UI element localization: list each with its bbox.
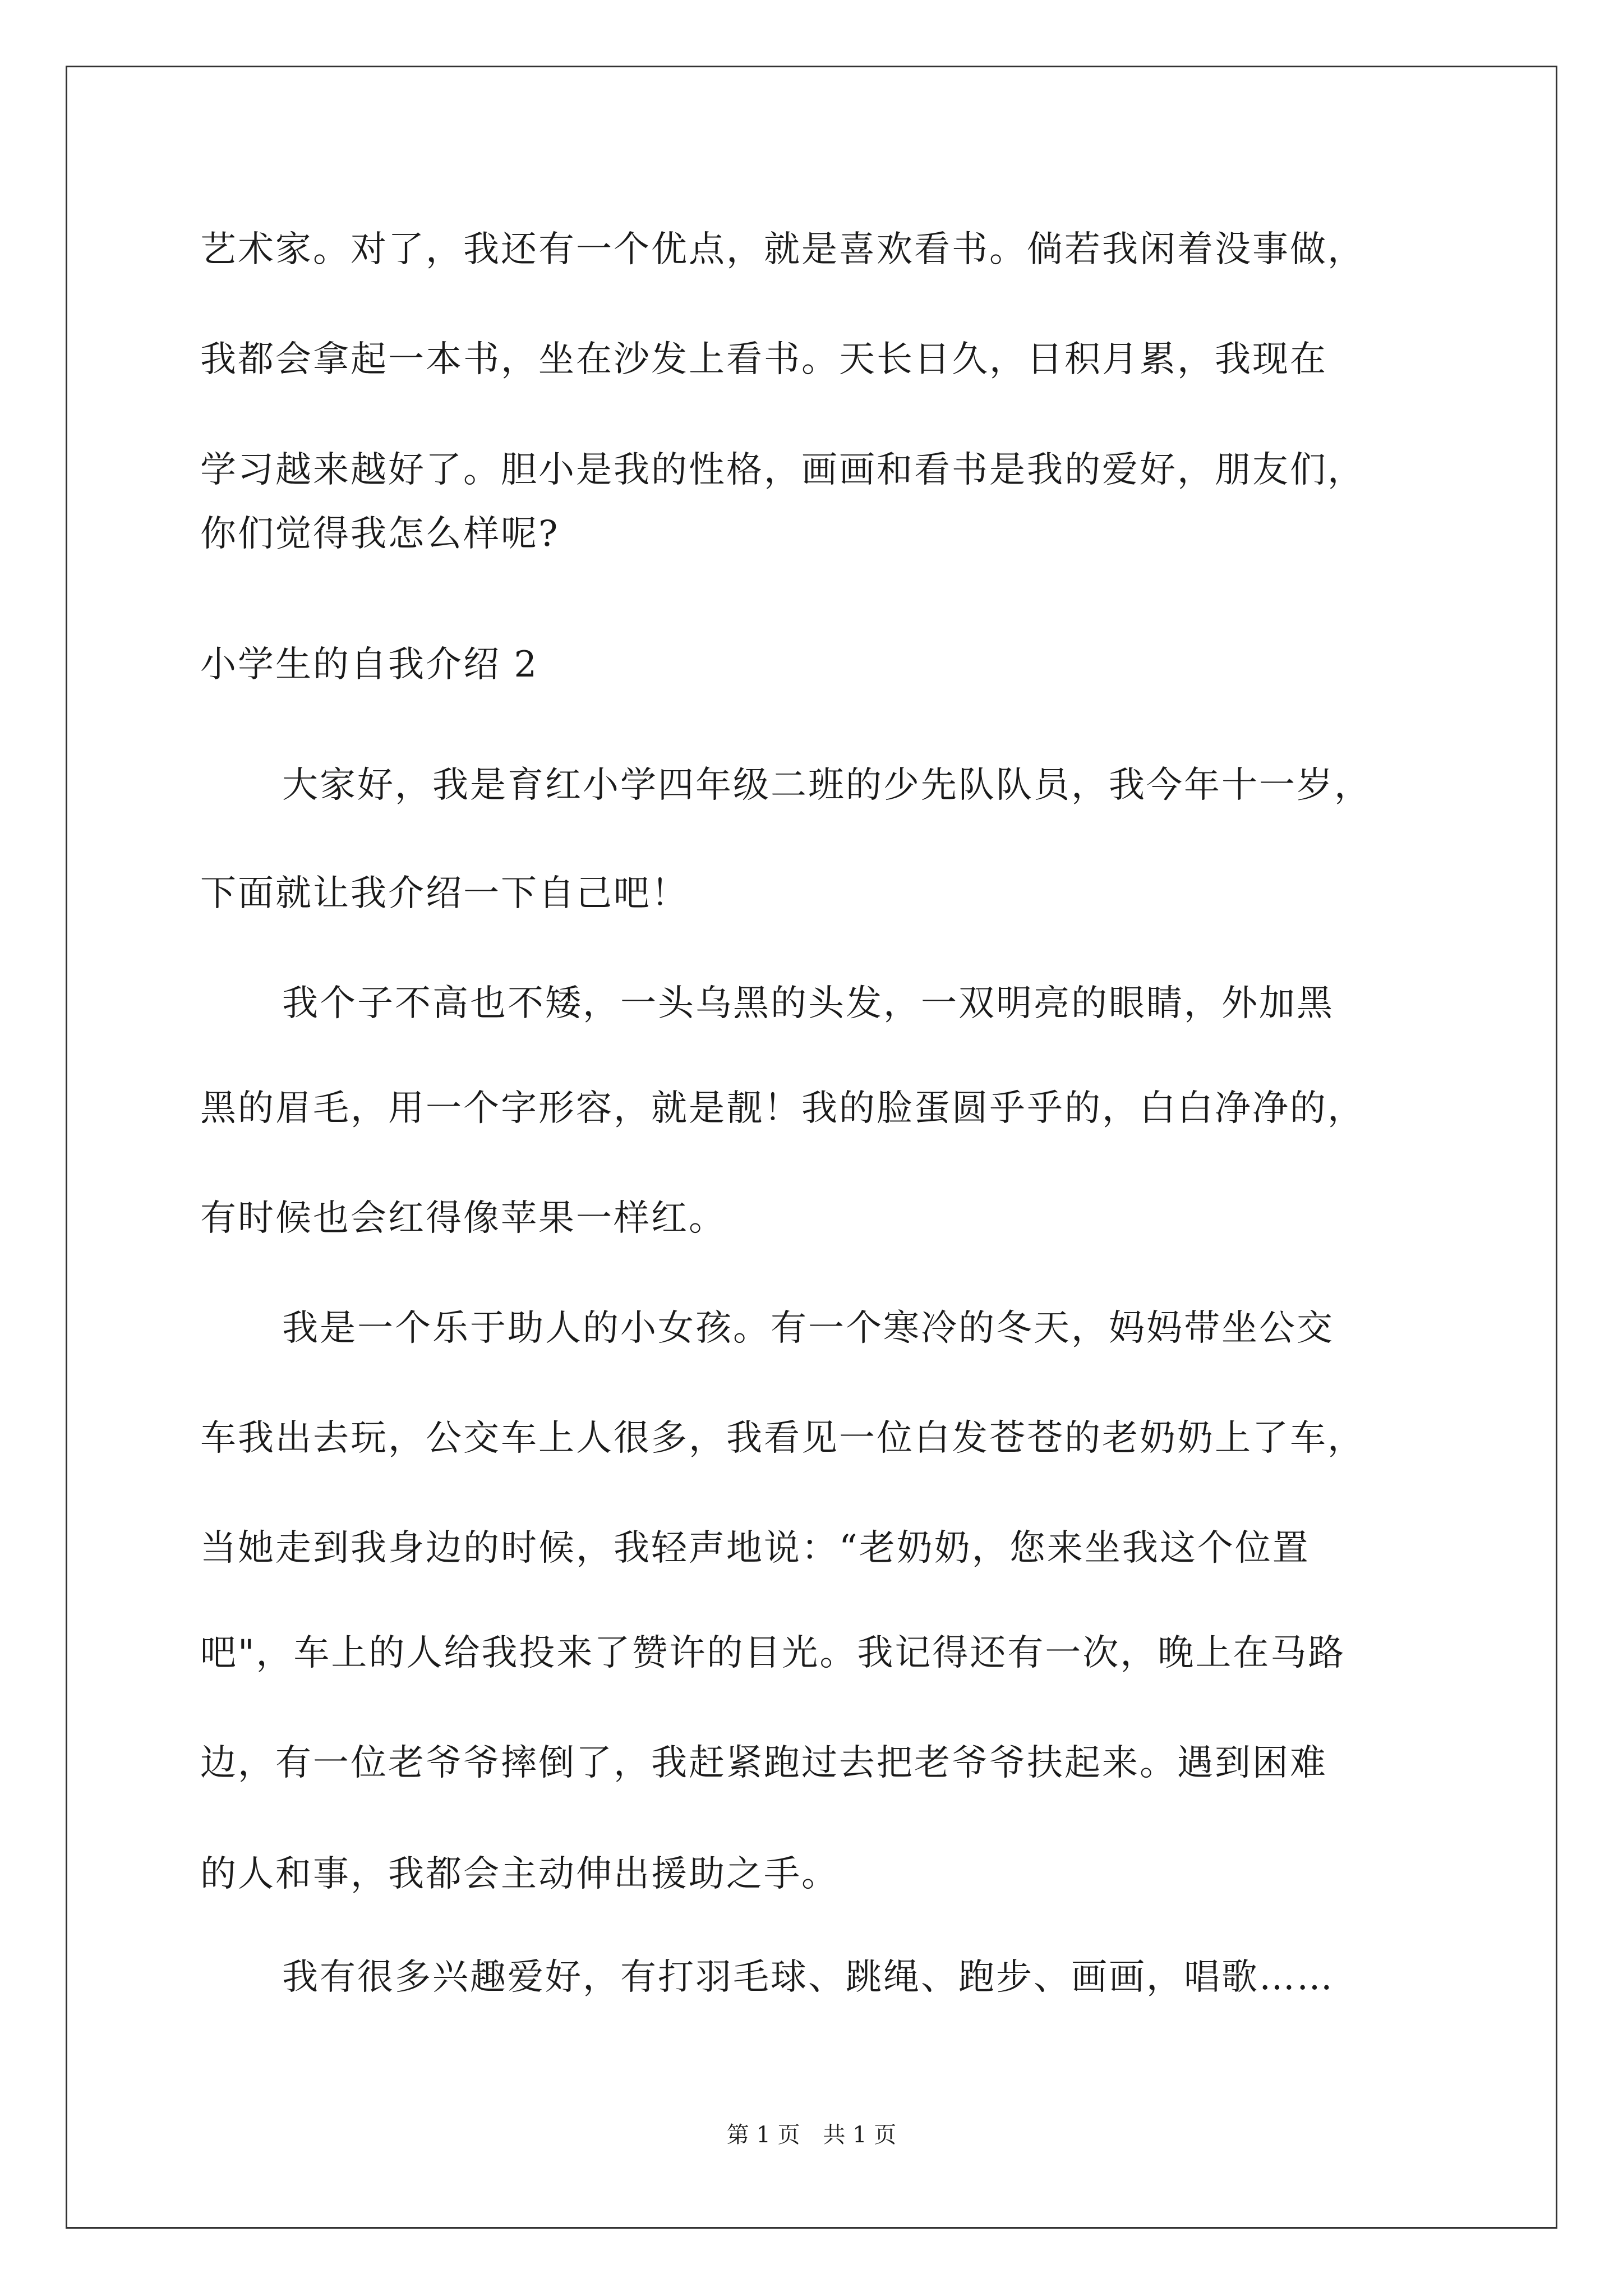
page-frame <box>66 66 1557 2229</box>
text-line: 有时候也会红得像苹果一样红。 <box>200 1198 726 1239</box>
text-line: 我有很多兴趣爱好，有打羽毛球、跳绳、跑步、画画，唱歌…… <box>282 1957 1334 1998</box>
page-footer <box>0 2121 1623 2149</box>
text-line: 艺术家。对了，我还有一个优点，就是喜欢看书。倘若我闲着没事做， <box>200 229 1365 270</box>
page-total: 共 1 页 <box>823 2122 897 2148</box>
text-line: 车我出去玩，公交车上人很多，我看见一位白发苍苍的老奶奶上了车， <box>200 1418 1365 1459</box>
text-line: 我是一个乐于助人的小女孩。有一个寒冷的冬天，妈妈带坐公交 <box>282 1308 1334 1349</box>
text-line: 边，有一位老爷爷摔倒了，我赶紧跑过去把老爷爷扶起来。遇到困难 <box>200 1742 1327 1784</box>
text-line: 的人和事，我都会主动伸出援助之手。 <box>200 1853 839 1895</box>
page-number: 第 1 页 <box>726 2122 800 2148</box>
text-line: 吧"，车上的人给我投来了赞许的目光。我记得还有一次，晚上在马路 <box>200 1632 1346 1674</box>
text-line: 黑的眉毛，用一个字形容，就是靓！我的脸蛋圆乎乎的，白白净净的， <box>200 1088 1365 1129</box>
text-line: 下面就让我介绍一下自己吧！ <box>200 873 689 914</box>
text-line: 学习越来越好了。胆小是我的性格，画画和看书是我的爱好，朋友们， <box>200 449 1365 491</box>
text-line: 大家好，我是育红小学四年级二班的少先队队员，我今年十一岁， <box>282 765 1372 806</box>
text-line: 当她走到我身边的时候，我轻声地说：“老奶奶，您来坐我这个位置 <box>200 1527 1310 1569</box>
section-heading: 小学生的自我介绍 2 <box>200 644 539 685</box>
text-line: 我个子不高也不矮，一头乌黑的头发，一双明亮的眼睛，外加黑 <box>282 983 1334 1024</box>
text-line: 你们觉得我怎么样呢? <box>200 513 560 555</box>
text-line: 我都会拿起一本书，坐在沙发上看书。天长日久，日积月累，我现在 <box>200 339 1327 380</box>
